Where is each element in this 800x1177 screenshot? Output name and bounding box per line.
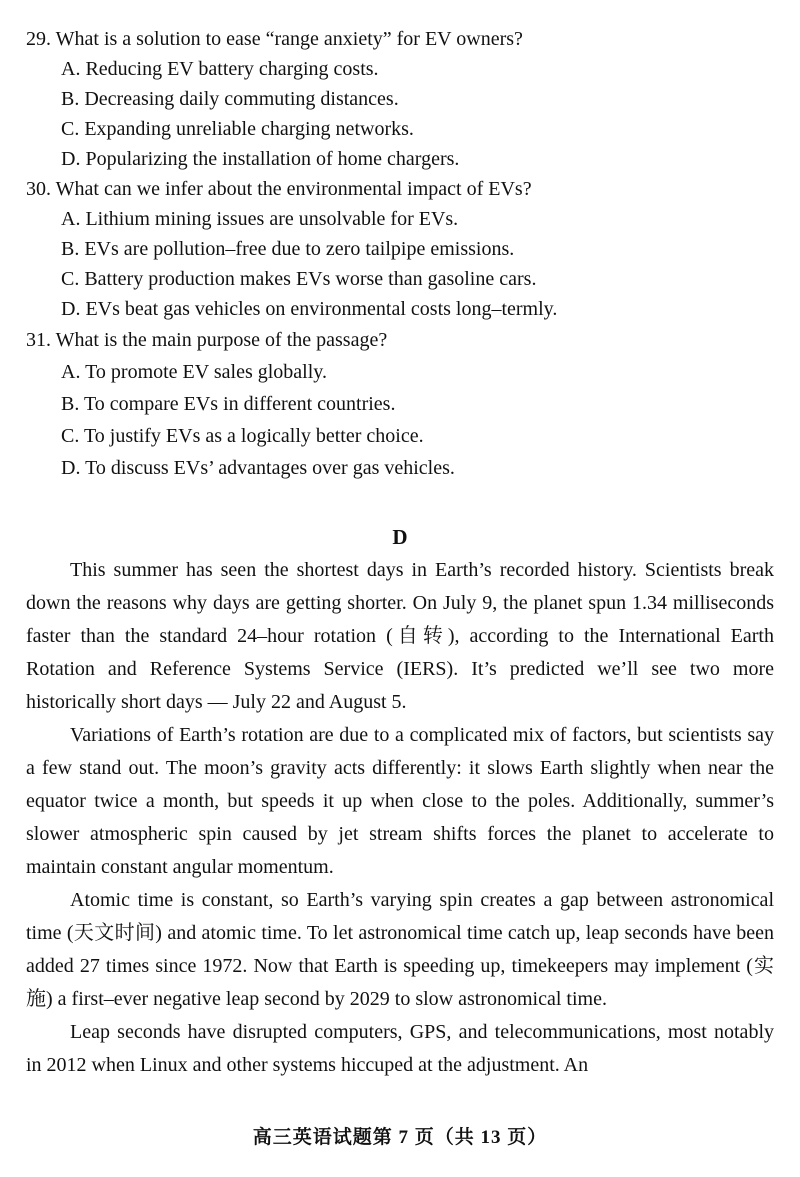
- option-b: B. EVs are pollution–free due to zero tailpipe emissions.: [61, 238, 515, 260]
- question-number: 31.: [26, 329, 51, 351]
- section-heading: D: [392, 525, 408, 549]
- option-c: C. Expanding unreliable charging networks.: [61, 118, 414, 140]
- option-a: A. Lithium mining issues are unsolvable for EVs.: [61, 208, 459, 230]
- passage-paragraph: Leap seconds have disrupted computers, GPS, and telecommunications, most notably in 2012 when Linux and other systems hiccuped at the adjustment. An: [26, 1021, 774, 1076]
- question-stem: [26, 24, 786, 54]
- option-d: D. To discuss EVs’ advantages over gas vehicles.: [61, 457, 455, 479]
- option-b: B. To compare EVs in different countries.: [61, 393, 396, 415]
- question-30: [26, 174, 786, 324]
- question-text: What is the main purpose of the passage?: [55, 329, 388, 351]
- option-d: D. Popularizing the installation of home chargers.: [61, 148, 460, 170]
- option-b: B. Decreasing daily commuting distances.: [61, 88, 399, 110]
- option-c: C. Battery production makes EVs worse than gasoline cars.: [61, 268, 537, 290]
- question-text: What can we infer about the environmental impact of EVs?: [55, 178, 532, 200]
- passage-paragraph: Atomic time is constant, so Earth’s varying spin creates a gap between astronomical time (天文时间) and atomic time. To let astronomical time catch up, leap seconds have been added 27 times since 1972. Now that Earth is speeding up, timekeepers may implement (实施) a first–ever negative leap second by 2029 to slow astronomical time.: [26, 889, 774, 1010]
- reading-passage: [26, 554, 774, 1082]
- option-d: D. EVs beat gas vehicles on environmental costs long–termly.: [61, 298, 558, 320]
- question-number: 29.: [26, 28, 51, 50]
- passage-paragraph: This summer has seen the shortest days in Earth’s recorded history. Scientists break down the reasons why days are getting shorter. On July 9, the planet spun 1.34 milliseconds faster than the standard 24–hour rotation (自转), according to the International Earth Rotation and Reference Systems Service (IERS). It’s predicted we’ll see two more historically short days — July 22 and August 5.: [26, 559, 774, 713]
- question-number: 30.: [26, 178, 51, 200]
- question-29: [26, 24, 786, 174]
- option-a: A. To promote EV sales globally.: [61, 361, 327, 383]
- question-31: [26, 324, 786, 484]
- question-text: What is a solution to ease “range anxiety” for EV owners?: [55, 28, 523, 50]
- question-list: [26, 24, 786, 484]
- passage-paragraph: Variations of Earth’s rotation are due to a complicated mix of factors, but scientists say a few stand out. The moon’s gravity acts differently: it slows Earth slightly when near the equator twice a month, but speeds it up when close to the poles. Additionally, summer’s slower atmospheric spin caused by jet stream shifts forces the planet to accelerate to maintain constant angular momentum.: [26, 724, 774, 878]
- question-stem: [26, 324, 786, 356]
- page-footer: 高三英语试题第 7 页（共 13 页）: [252, 1127, 548, 1148]
- question-stem: [26, 174, 786, 204]
- option-c: C. To justify EVs as a logically better choice.: [61, 425, 424, 447]
- option-a: A. Reducing EV battery charging costs.: [61, 58, 379, 80]
